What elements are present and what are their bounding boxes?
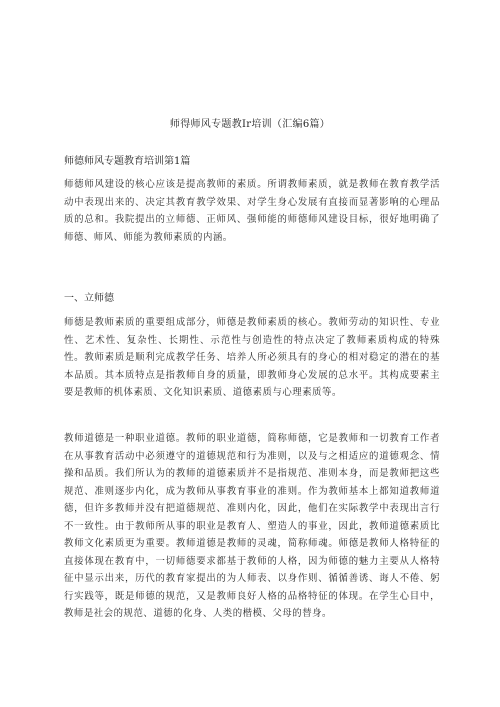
paragraph-1: 师德师风建设的核心应该是提高教师的素质。所谓教师素质，就是教师在教育教学活动中表现出来的、决定其教育教学效果、对学生身心发展有直接而显著影响的心理品质的总和。我院提出的立师德、正师风、强师能的师德师风建设目标，很好地明确了师德、师风、师能为教师素质的内涵。 (64, 179, 440, 243)
section-heading-1: 师德师风专题教育培训第1篇 (64, 156, 191, 167)
paragraph-3: 教师道德是一种职业道德。教师的职业道德，简称师德，它是教师和一切教育工作者在从事教育活动中必须遵守的道德规范和行为准则，以及与之相适应的道德观念、情操和品质。我们所认为的教师的道德素质并不是指规范、准则本身，而是教师把这些规范、准则逐步内化，成为教师从事教育事业的准则。作为教师基本上都知道教师道德，但许多教师并没有把道德规范、准则内化，因此，他们在实际教学中表现出言行不一致性。由于教师所从事的职业是教育人、塑造人的事业，因此，教师道德素质比教师文化素质更为重要。教师道德是教师的灵魂，简称师魂。师德是教师人格特征的直接体现在教育中，一切师德要求都基于教师的人格，因为师德的魅力主要从人格特征中显示出来，历代的教育家提出的为人师表、以身作则、循循善诱、诲人不倦、躬行实践等，既是师德的规范，又是教师良好人格的品格特征的体现。在学生心目中，教师是社会的规范、道德的化身、人类的楷模、父母的替身。 (64, 433, 440, 619)
paragraph-2: 师德是教师素质的重要组成部分，师德是教师素质的核心。教师劳动的知识性、专业性、艺术性、复杂性、长期性、示范性与创造性的特点决定了教师素质构成的特殊性。教师素质是顺利完成教学任务、培养人所必须具有的身心的相对稳定的潜在的基本品质。其本质特点是指教师自身的质量，即教师身心发展的总水平。其构成要素主要是教师的机体素质、文化知识素质、道德素质与心理素质等。 (64, 317, 440, 398)
document-title: 师得师风专题教Ir培训（汇编6篇） (169, 119, 331, 130)
section-heading-2: 一、立师德 (64, 293, 114, 304)
